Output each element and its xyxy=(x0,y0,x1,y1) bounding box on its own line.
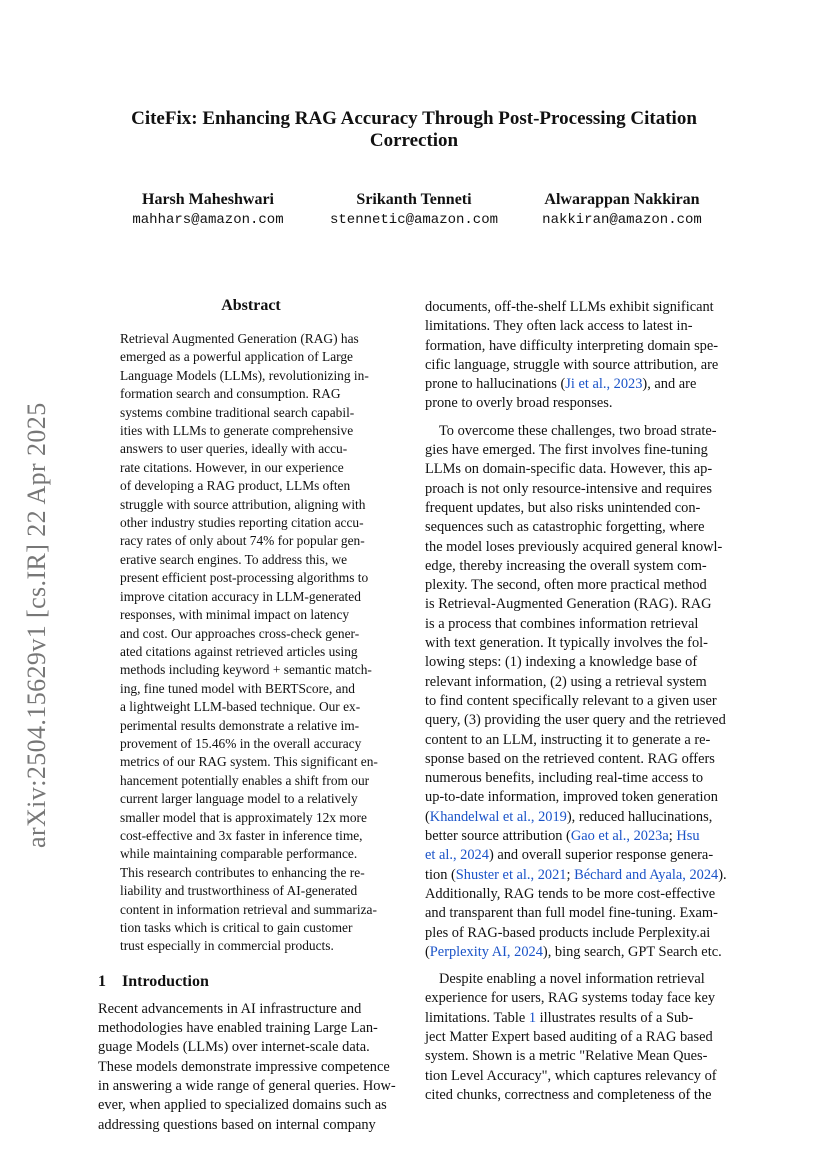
text-line: query, (3) providing the user query and the retrieved xyxy=(425,712,726,729)
text-line: racy rates of only about 74% for popular gen- xyxy=(120,533,365,549)
author-email: nakkiran@amazon.com xyxy=(542,212,702,228)
text-line: of developing a RAG product, LLMs often xyxy=(120,478,351,494)
text-line: (Perplexity AI, 2024), bing search, GPT Search etc. xyxy=(425,943,722,960)
text-line: cost-effective and 3x faster in inference time, xyxy=(120,827,363,843)
text-line: lowing steps: (1) indexing a knowledge base of xyxy=(425,654,698,671)
text-line: numerous benefits, including real-time access to xyxy=(425,770,704,787)
text-line: the model loses previously acquired general knowl- xyxy=(425,538,723,555)
text-line: To overcome these challenges, two broad strate- xyxy=(439,422,717,439)
text-line: Recent advancements in AI infrastructure and xyxy=(98,1000,362,1017)
text-line: edge, thereby increasing the overall system com- xyxy=(425,557,707,574)
abstract-heading: Abstract xyxy=(221,297,281,314)
citation-link[interactable]: Béchard and Ayala, 2024 xyxy=(574,866,719,883)
section-heading-introduction xyxy=(98,972,404,992)
text-line: Retrieval Augmented Generation (RAG) has xyxy=(120,331,359,346)
author-name: Harsh Maheshwari xyxy=(142,191,274,208)
text-line: relevant information, (2) using a retrieval system xyxy=(425,673,707,690)
left-column xyxy=(98,296,404,1135)
text-line: and cost. Our approaches cross-check gener- xyxy=(120,625,360,641)
text-line: tion (Shuster et al., 2021; Béchard and Ayala, 2024). xyxy=(425,866,727,883)
text-line: proach is not only resource-intensive and requires xyxy=(425,480,712,497)
text-line: limitations. They often lack access to latest in- xyxy=(425,318,693,335)
text-line: et al., 2024) and overall superior response genera- xyxy=(425,847,714,864)
citation-link[interactable]: Gao et al., 2023a xyxy=(570,828,669,845)
text-line: current larger language model to a relatively xyxy=(120,791,358,807)
text-line: Despite enabling a novel information retrieval xyxy=(439,971,705,988)
text-line: gies have emerged. The first involves fine-tuning xyxy=(425,442,708,459)
author-name: Srikanth Tenneti xyxy=(356,191,472,208)
text-line: hancement potentially enables a shift from our xyxy=(120,772,370,788)
arxiv-identifier-stamp: arXiv:2504.15629v1 [cs.IR] 22 Apr 2025 xyxy=(22,402,51,848)
text-line: content to an LLM, instructing it to generate a re- xyxy=(425,731,711,748)
author-email: mahhars@amazon.com xyxy=(132,212,284,228)
text-line: ing, fine tuned model with BERTScore, and xyxy=(120,680,355,696)
text-line: formation, have difficulty interpreting domain spe- xyxy=(425,337,719,354)
text-line: prone to overly broad responses. xyxy=(425,395,613,412)
text-line: addressing questions based on internal company xyxy=(98,1116,376,1133)
citation-link[interactable]: Perplexity AI, 2024 xyxy=(429,943,543,960)
text-line: experience for users, RAG systems today face key xyxy=(425,990,716,1007)
text-line: is a process that combines information retrieval xyxy=(425,615,699,632)
text-line: methodologies have enabled training Large Lan- xyxy=(98,1020,378,1037)
text-line: erative search engines. To address this, we xyxy=(120,551,348,567)
text-line: metrics of our RAG system. This significant en- xyxy=(120,754,378,770)
table-reference-link[interactable]: 1 xyxy=(528,1009,537,1026)
text-line: This research contributes to enhancing the re- xyxy=(120,864,365,880)
author-name: Alwarappan Nakkiran xyxy=(544,191,700,208)
text-line: tion Level Accuracy", which captures relevancy of xyxy=(425,1067,717,1084)
right-column xyxy=(425,298,731,1105)
paragraph-3 xyxy=(425,970,731,1105)
citation-link[interactable]: Khandelwal et al., 2019 xyxy=(429,808,567,825)
text-line: ject Matter Expert based auditing of a RAG based xyxy=(425,1028,713,1045)
text-line: sequences such as catastrophic forgetting, where xyxy=(425,519,705,536)
text-line: up-to-date information, improved token generation xyxy=(425,789,718,806)
text-line: in answering a wide range of general queries. How- xyxy=(98,1078,396,1094)
text-line: systems combine traditional search capabil- xyxy=(120,404,355,420)
text-line: perimental results demonstrate a relative im- xyxy=(120,717,360,733)
text-line: improve citation accuracy in LLM-generated xyxy=(120,588,361,604)
text-line: better source attribution (Gao et al., 2023a; Hsu xyxy=(425,828,700,845)
section-number: 1 xyxy=(98,972,106,990)
text-line: Language Models (LLMs), revolutionizing in- xyxy=(120,367,369,383)
text-line: These models demonstrate impressive competence xyxy=(98,1058,390,1075)
introduction-paragraph xyxy=(98,1000,404,1135)
text-line: prone to hallucinations (Ji et al., 2023), and are xyxy=(425,376,697,393)
text-line: ities with LLMs to generate comprehensive xyxy=(120,423,354,439)
section-title: Introduction xyxy=(122,972,209,990)
text-line: emerged as a powerful application of Large xyxy=(120,349,354,365)
text-line: responses, with minimal impact on latency xyxy=(120,607,350,623)
text-line: content in information retrieval and summariza- xyxy=(120,901,377,917)
text-line: struggle with source attribution, aligning with xyxy=(120,496,366,512)
text-line: smaller model that is approximately 12x more xyxy=(120,809,367,825)
text-line: present efficient post-processing algorithms to xyxy=(120,570,369,586)
text-line: guage Models (LLMs) over internet-scale data. xyxy=(98,1039,370,1056)
title-line-2: Correction xyxy=(369,130,459,151)
text-line: liability and trustworthiness of AI-generated xyxy=(120,883,358,899)
text-line: tion tasks which is critical to gain customer xyxy=(120,920,353,935)
text-line: methods including keyword + semantic match- xyxy=(120,662,372,678)
author-3 xyxy=(512,190,732,230)
title-line-1: CiteFix: Enhancing RAG Accuracy Through Post-Processing Citation xyxy=(131,108,697,129)
text-line: and transparent than full model fine-tuning. Exam- xyxy=(425,905,718,922)
text-line: with text generation. It typically involves the fol- xyxy=(425,635,708,652)
text-line: frequent updates, but also risks unintended con- xyxy=(425,499,701,516)
text-line: other industry studies reporting citation accu- xyxy=(120,515,364,531)
text-line: ples of RAG-based products include Perplexity.ai xyxy=(425,924,711,941)
text-line: rate citations. However, in our experience xyxy=(120,459,344,475)
text-line: while maintaining comparable performance. xyxy=(120,846,358,862)
text-line: to find content specifically relevant to a given user xyxy=(425,692,717,709)
text-line: cific language, struggle with source attribution, are xyxy=(425,356,719,373)
text-line: system. Shown is a metric "Relative Mean Ques- xyxy=(425,1048,708,1065)
text-line: provement of 15.46% in the overall accuracy xyxy=(120,735,362,751)
paragraph-2 xyxy=(425,422,731,962)
text-line: LLMs on domain-specific data. However, this ap- xyxy=(425,461,713,478)
text-line: is Retrieval-Augmented Generation (RAG). RAG xyxy=(425,596,712,613)
text-line: plexity. The second, often more practical method xyxy=(425,577,707,594)
text-line: limitations. Table 1 illustrates results of a Sub- xyxy=(425,1009,694,1026)
text-line: Additionally, RAG tends to be more cost-effective xyxy=(425,885,716,902)
paragraph-1 xyxy=(425,298,731,414)
text-line: sponse based on the retrieved content. RAG offers xyxy=(425,750,715,767)
citation-link[interactable]: Hsu xyxy=(676,828,700,845)
text-line: trust especially in commercial products. xyxy=(120,938,334,954)
text-line: cited chunks, correctness and completeness of the xyxy=(425,1086,712,1103)
citation-link[interactable]: Ji et al., 2023 xyxy=(565,376,643,393)
author-1 xyxy=(98,190,318,230)
author-2 xyxy=(304,190,524,230)
author-email: stennetic@amazon.com xyxy=(329,212,499,228)
text-line: answers to user queries, ideally with accu- xyxy=(120,441,348,457)
text-line: (Khandelwal et al., 2019), reduced hallucinations, xyxy=(425,808,713,825)
text-line: documents, off-the-shelf LLMs exhibit significant xyxy=(425,299,714,315)
text-line: ever, when applied to specialized domains such as xyxy=(98,1097,387,1114)
citation-link[interactable]: et al., 2024 xyxy=(425,847,489,864)
citation-link[interactable]: Shuster et al., 2021 xyxy=(455,866,567,883)
text-line: ated citations against retrieved articles using xyxy=(120,643,358,659)
text-line: formation search and consumption. RAG xyxy=(120,386,341,402)
abstract-body xyxy=(98,330,404,956)
text-line: a lightweight LLM-based technique. Our ex- xyxy=(120,699,361,715)
paper-title xyxy=(100,108,728,152)
